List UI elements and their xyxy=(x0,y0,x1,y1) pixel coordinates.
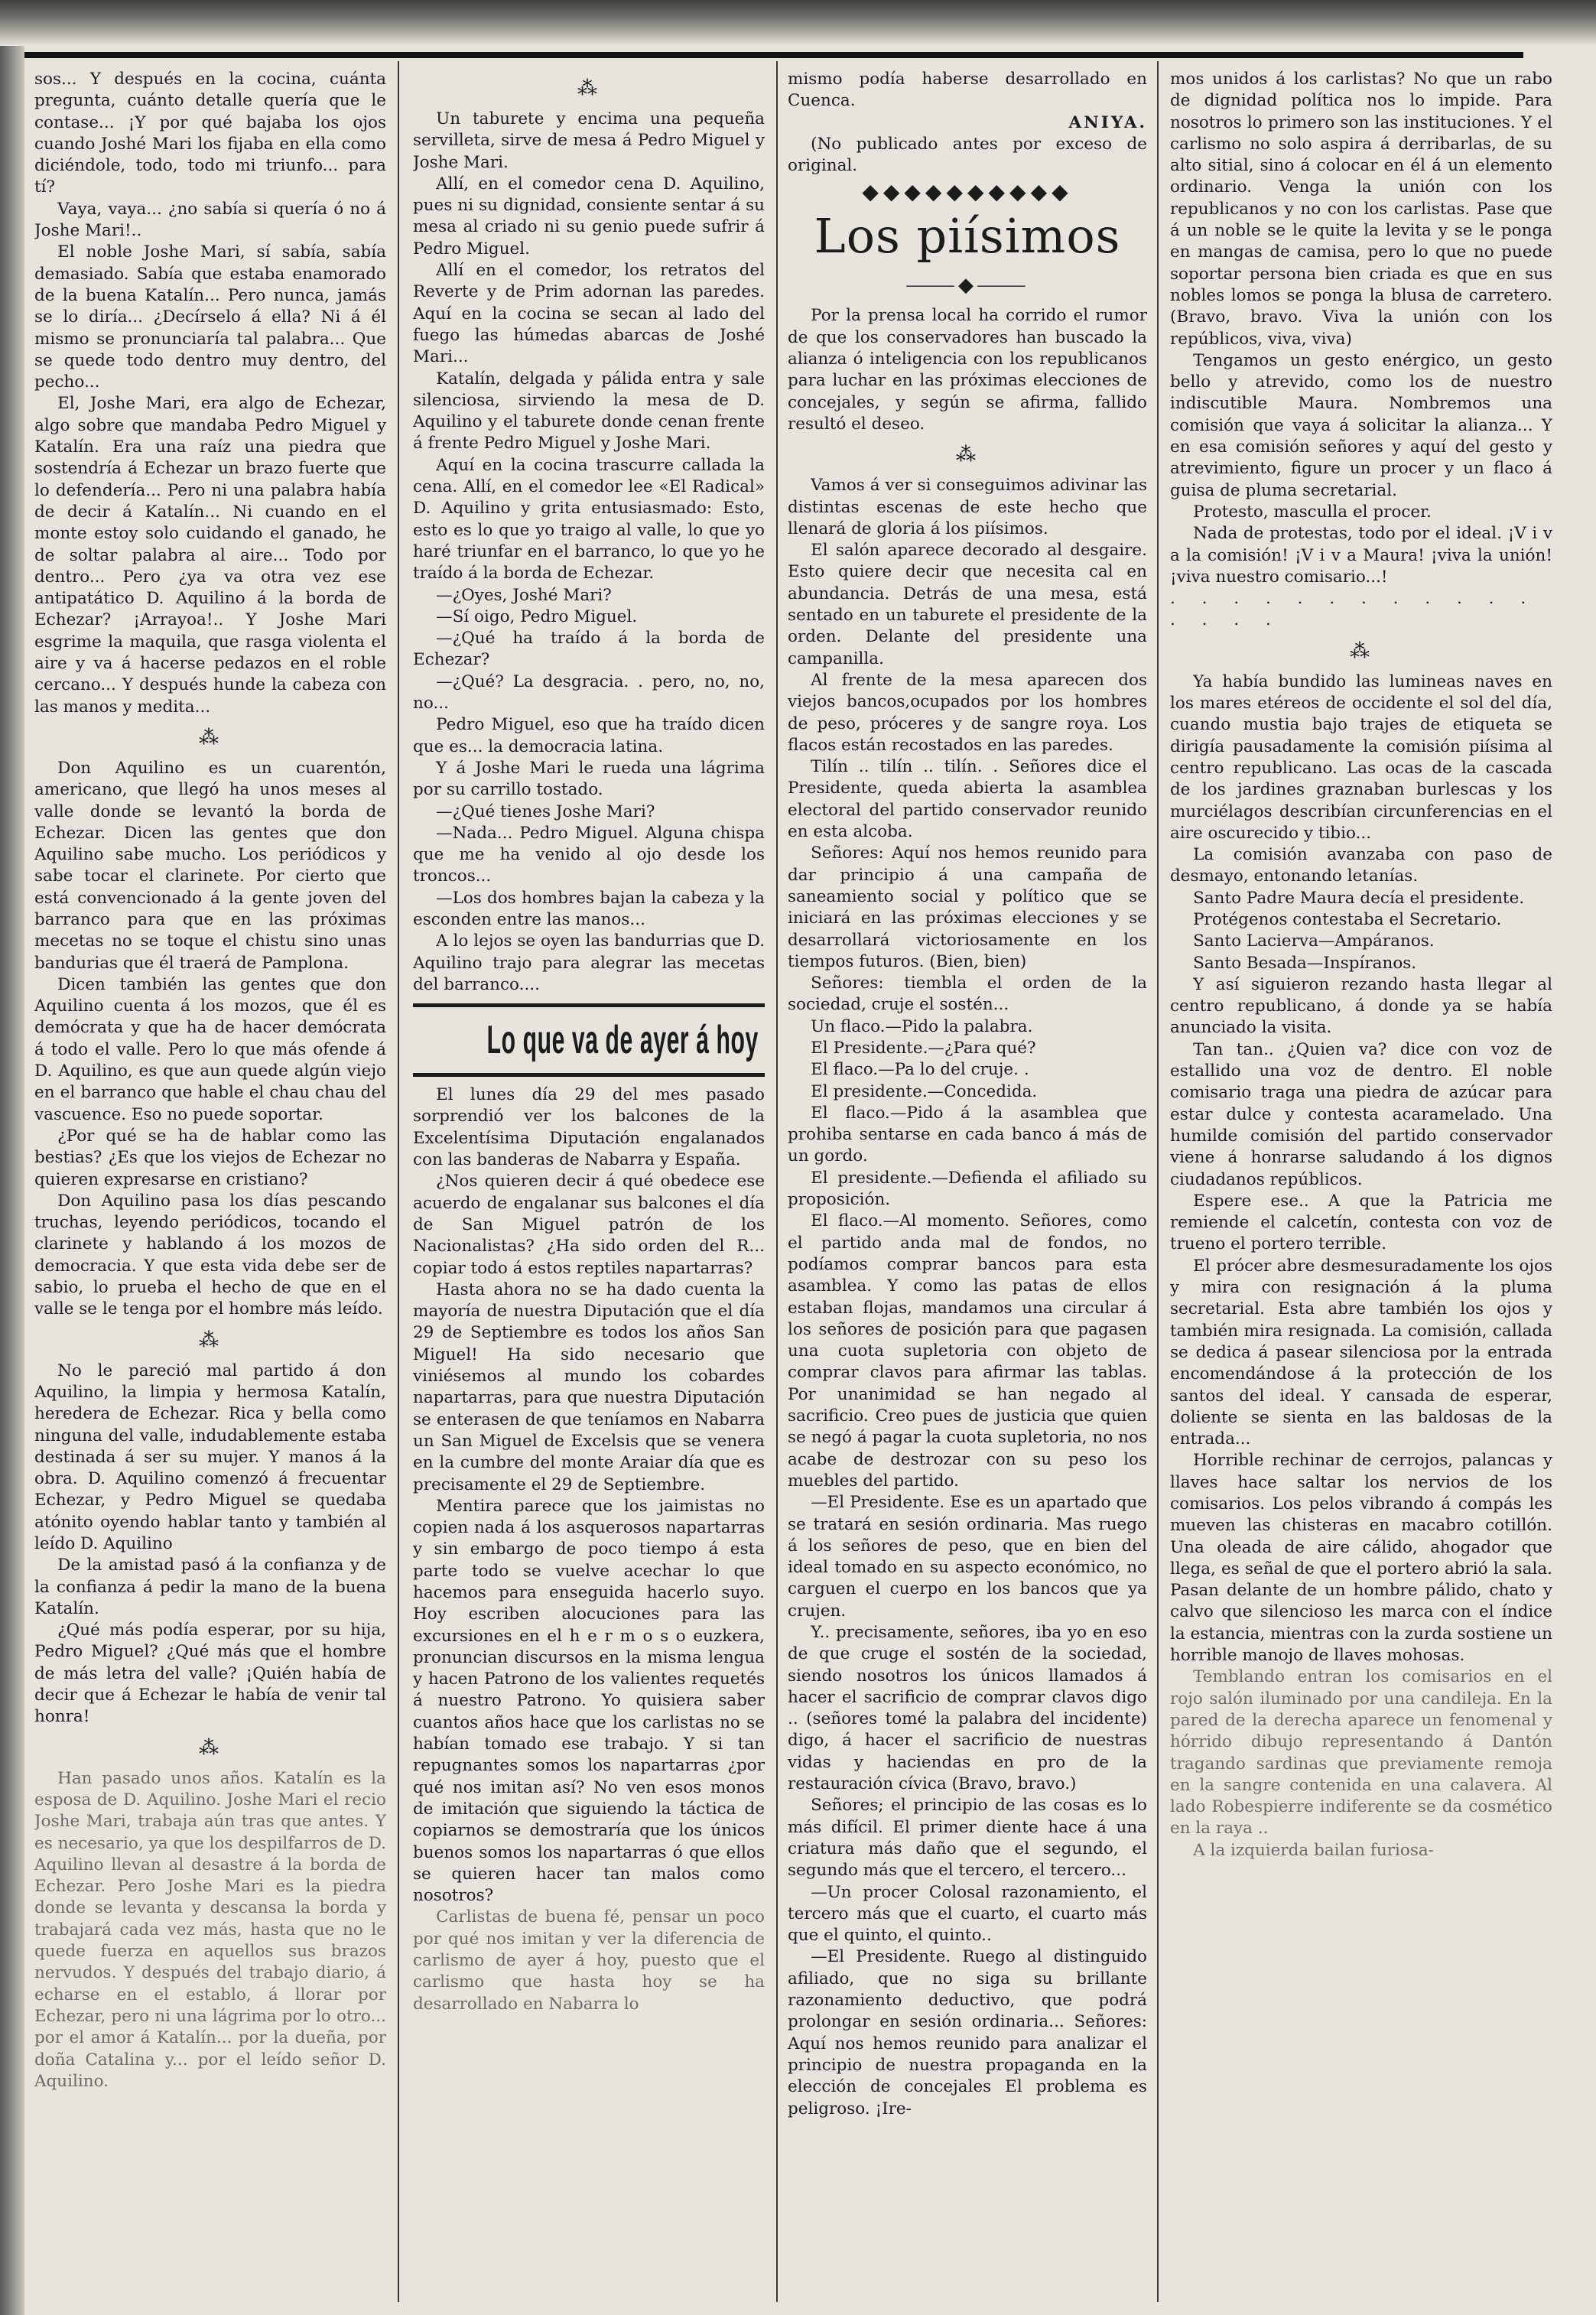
paragraph: —¿Qué? La desgracia. . pero, no, no, no... xyxy=(413,671,765,714)
paragraph: —Un procer Colosal razonamiento, el tercero más que el cuarto, el cuarto más que el quinto, el quinto.. xyxy=(788,1882,1147,1946)
paragraph: Tengamos un gesto enérgico, un gesto bello y atrevido, como los de nuestro indiscutible Maura. Nombremos una comisión que vaya á solicitar la alianza... Y en esa comisión señores y aquí del gesto y atrevimiento, figure un procer y un flaco á guisa de pluma secretarial. xyxy=(1170,350,1552,500)
paragraph: Han pasado unos años. Katalín es la esposa de D. Aquilino. Joshe Mari el recio Joshe Mari, trabaja aún tras que antes. Y es necesario, ya que los despilfarros de D. Aquilino llevan al desastre á la borda de Echezar. Pero Joshe Mari es la piedra donde se levanta y descansa la borda y trabajará cada vez más, hasta que no le quede fuerza en aquellos sus brazos nervudos. Y después del trabajo diario, á echarse en el establo, á llorar por Echezar, pero ni una lágrima por lo otro... por el amor á Katalín... por la dueña, por doña Catalina y... por el leído señor D. Aquilino. xyxy=(34,1768,386,2091)
paragraph: Un taburete y encima una pequeña servilleta, sirve de mesa á Pedro Miguel y Joshe Mari. xyxy=(413,109,765,172)
paragraph: —El Presidente. Ese es un apartado que se tratará en sesión ordinaria. Mas ruego á los señores de peso, que en bien del ideal tomado en su aspecto económico, no carguen el cuerpo en los bancos que ya crujen. xyxy=(788,1493,1147,1621)
paragraph: Nada de protestas, todo por el ideal. ¡V i v a la comisión! ¡V i v a Maura! ¡viva la unión! ¡viva nuestro comisario...! xyxy=(1170,524,1552,587)
paragraph: Katalín, delgada y pálida entra y sale silenciosa, sirviendo la mesa de D. Aquilino y el taburete donde cenan frente á frente Pedro Miguel y Joshe Mari. xyxy=(413,369,765,454)
heading-rule xyxy=(413,1003,765,1007)
paragraph: El presidente.—Defienda el afiliado su proposición. xyxy=(788,1168,1147,1210)
paragraph: Por la prensa local ha corrido el rumor de que los conservadores han buscado la alianza ó inteligencia con los republicanos para luchar en las próximas elecciones de concejales, y según se afirma, fallido resultó el deseo. xyxy=(788,306,1147,434)
paragraph: Mentira parece que los jaimistas no copien nada á los asquerosos napartarras y sin embargo de poco tiempo á esta parte todo se vuelve acechar lo que hacemos para enseguida hacerlo suyo. Hoy escriben alocuciones para las excursiones en el h e r m o s o euzkera, pronuncian discursos en la misma lengua y hacen Patrono de los valientes requetés á nuestro Patrono. Yo quisiera saber cuantos años hace que los carlistas no se habían tomado ese trabajo. Y si tan repugnantes somos los napartarras ¿por qué nos imitan así? No ven esos monos de imitación que siguiendo la táctica de copiarnos se demostraría que los únicos buenos somos los napartarras ó que ellos se quieren hacer tan malos como nosotros? xyxy=(413,1496,765,1906)
section-separator: ⁂ xyxy=(1350,639,1373,663)
paragraph: El flaco.—Pa lo del cruje. . xyxy=(811,1060,1029,1080)
paragraph: El presidente.—Concedida. xyxy=(811,1081,1038,1101)
paragraph: —Sí oigo, Pedro Miguel. xyxy=(436,606,638,626)
paragraph: ¿Qué más podía esperar, por su hija, Pedro Miguel? ¿Qué más que el hombre de más letra del valle? ¡Quién había de decir que á Echezar le había de venir tal honra! xyxy=(34,1621,386,1727)
page-top-shadow xyxy=(0,0,1596,46)
paragraph: Protégenos contestaba el Secretario. xyxy=(1193,909,1502,929)
paragraph: El salón aparece decorado al desgaire. Esto quiere decir que necesita cal en abundancia. Detrás de una mesa, está sentado en un taburete el presidente de la orden. Delante del presidente una campanilla. xyxy=(788,541,1147,668)
paragraph: Don Aquilino es un cuarentón, americano, que llegó ha unos meses al valle donde se levantó la borda de Echezar. Dicen las gentes que don Aquilino sabe mucho. Los periódicos y sabe tocar el clarinete. Por cierto que está convencionado á la gente joven del barranco para que en las próximas mecetas no se toque el chistu sino unas bandurias que él traerá de Pamplona. xyxy=(34,758,386,973)
column-rule xyxy=(776,61,778,2302)
paragraph: Y.. precisamente, señores, iba yo en eso de que cruge el sostén de la sociedad, siendo nosotros los únicos llamados á hacer el sacrificio de comprar clavos digo .. (señores tomé la palabra del incidente) digo, á hacer el sacrificio de nuestras vidas y haciendas en pro de la restauración cívica (Bravo, bravo.) xyxy=(788,1623,1147,1794)
paragraph: Tilín .. tilín .. tilín. . Señores dice el Presidente, queda abierta la asamblea electoral del partido conservador reunido en esta alcoba. xyxy=(788,757,1147,842)
paragraph: Carlistas de buena fé, pensar un poco por qué nos imitan y ver la diferencia de carlismo de ayer á hoy, puesto que el carlismo que hasta hoy se ha desarrollado en Nabarra lo xyxy=(413,1907,765,2014)
paragraph: Ya había bundido las lumineas naves en los mares etéreos de occidente el sol del día, cuando mustia bajo trajes de etiqueta se dirigía pausadamente la comisión piísima al centro republicano. Las ocas de la cascada de los jardines graznaban burlescas y los murciélagos describían circunferencias en el aire oscurecido y tibio... xyxy=(1170,671,1552,843)
paragraph: El Presidente.—¿Para qué? xyxy=(811,1038,1036,1058)
paragraph: Al frente de la mesa aparecen dos viejos bancos,ocupados por los hombres de peso, próceres y de sangre roya. Los flacos están recostados en las paredes. xyxy=(788,670,1147,755)
paragraph: No le pareció mal partido á don Aquilino, la limpia y hermosa Katalín, heredera de Echezar. Rica y bella como ninguna del valle, indudablemente estaba destinada á ser su mujer. Y manos á la obra. D. Aquilino comenzó á frecuentar Echezar, y Pedro Miguel se quedaba atónito oyendo hablar tanto y también al leído D. Aquilino xyxy=(34,1361,386,1553)
paragraph: Señores: tiembla el orden de la sociedad, cruje el sostén... xyxy=(788,974,1147,1015)
heading-rule xyxy=(413,1073,765,1077)
column-rule xyxy=(398,61,399,2302)
paragraph: El prócer abre desmesuradamente los ojos y mira con resignación á la pluma secretarial. Esta abre también los ojos y también mira resignada. La comisión, callada se dedica á pasear silenciosa por la entrada encomendándose á la protección de los santos del ideal. Y cansada de esperar, doliente se sienta en las baldosas de la entrada... xyxy=(1170,1256,1552,1449)
paragraph: Un flaco.—Pido la palabra. xyxy=(811,1016,1033,1036)
paragraph: ¿Nos quieren decir á qué obedece ese acuerdo de engalanar sus balcones el día de San Miguel patrón de los Nacionalistas? ¿Ha sido orden del R... copiar todo á estos reptiles napartarras? xyxy=(413,1172,765,1278)
paragraph: —Nada... Pedro Miguel. Alguna chispa que me ha venido al ojo desde los troncos... xyxy=(413,823,765,886)
paragraph: Aquí en la cocina trascurre callada la cena. Allí, en el comedor lee «El Radical» D. Aquilino y grita entusiasmado: Esto, esto es lo que yo traigo al valle, lo que yo haré triunfar en el barranco, lo que yo he traído á la borda de Echezar. xyxy=(413,455,765,584)
paragraph: mos unidos á los carlistas? No que un rabo de dignidad política nos lo impide. Para nosotros lo primero son las instituciones. Y el carlismo no solo aspira á derribarlas, de su alto sitial, sino á colocar en él á un elemento ordinario. Venga la unión con los republicanos y no con los carlistas. Pase que á un noble se le quite la levita y se le ponga en mangas de camisa, pero lo que no puede soportar persona bien criada es que en sus nobles lomos se ponga la blusa de carretero. (Bravo, bravo. Viva la unión con los repúblicos, viva, viva) xyxy=(1170,70,1552,349)
section-separator: ⁂ xyxy=(199,1736,222,1760)
paragraph: A lo lejos se oyen las bandurrias que D. Aquilino trajo para alegrar las mecetas del barranco.... xyxy=(413,932,765,994)
column-rule xyxy=(1157,61,1159,2302)
ornament-divider: ◆◆◆◆◆◆◆◆◆◆ xyxy=(862,179,1073,205)
column-2 xyxy=(413,69,765,2287)
paragraph: Y á Joshe Mari le rueda una lágrima por su carrillo tostado. xyxy=(413,758,765,800)
paragraph: sos... Y después en la cocina, cuánta pregunta, cuánto detalle quería que le contase... ¡Y por qué bajaba los ojos cuando Joshé Mari los fijaba en ella como diciéndole, todo, todo mi triunfo... para tí? xyxy=(34,70,386,197)
paragraph: Vamos á ver si conseguimos adivinar las distintas escenas de este hecho que llenará de gloria á los piísimos. xyxy=(788,476,1147,538)
column-3 xyxy=(788,69,1147,2287)
paragraph: ¿Por qué se ha de hablar como las bestias? ¿Es que los viejos de Echezar no quieren expresarse en cristiano? xyxy=(34,1126,386,1189)
paragraph: mismo podía haberse desarrollado en Cuenca. xyxy=(788,70,1147,111)
paragraph: Santo Lacierva—Ampáranos. xyxy=(1193,932,1435,951)
paragraph: Allí, en el comedor cena D. Aquilino, pues ni su dignidad, consiente sentar á su mesa al criado ni su genio puede sufrir á Pedro Miguel. xyxy=(413,174,765,258)
paragraph: El flaco.—Pido á la asamblea que prohiba sentarse en cada banco á más de un gordo. xyxy=(788,1103,1147,1166)
top-rule xyxy=(24,52,1523,58)
article-heading: Lo que va de ayer á hoy xyxy=(486,1018,759,1063)
page-edge-shadow xyxy=(0,0,24,2315)
paragraph: Allí en el comedor, los retratos del Reverte y de Prim adornan las paredes. Aquí en la cocina se secan al lado del fuego las húmedas abarcas de Joshé Mari... xyxy=(413,261,765,367)
paragraph: Protesto, masculla el procer. xyxy=(1193,502,1432,522)
paragraph: Santo Besada—Inspíranos. xyxy=(1193,953,1417,973)
section-separator: ⁂ xyxy=(577,77,600,100)
paragraph: —Los dos hombres bajan la cabeza y la esconden entre las manos... xyxy=(413,888,765,929)
paragraph: Santo Padre Maura decía el presidente. xyxy=(1193,888,1525,908)
paragraph: Horrible rechinar de cerrojos, palancas y llaves hace saltar los nervios de los comisarios. Los pelos vibrando á compás les mueven las chisteras en macabro cotillón. Una oleada de aire cálido, ahogador que llega, es señal de que el portero abrió la sala. Pasan delante de un hombre pálido, chato y calvo que silencioso les marca con el índice la estancia, mientras con la zurda sostiene un horrible manojo de llaves mohosas. xyxy=(1170,1451,1552,1666)
paragraph: Pedro Miguel, eso que ha traído dicen que es... la democracia latina. xyxy=(413,715,765,756)
paragraph: Don Aquilino pasa los días pescando truchas, leyendo periódicos, tocando el clarinete y hablando á los mozos de democracia. Y que esta vida debe ser de sabio, lo prueba el hecho de que en el valle se le tenga por el hombre más leído. xyxy=(34,1191,386,1319)
paragraph: Hasta ahora no se ha dado cuenta la mayoría de nuestra Diputación que el día 29 de Septiembre es todos los años San Miguel! Ha sido necesario que viniésemos al mundo los cobardes napartarras, para que nuestra Diputación se enterasen de que teníamos en Nabarra un San Miguel de Excelsis que se venera en la cumbre del monte Araiar día que es precisamente el 29 de Septiembre. xyxy=(413,1279,765,1494)
paragraph: El noble Joshe Mari, sí sabía, sabía demasiado. Sabía que estaba enamorado de la buena Katalín... Pero nunca, jamás se lo diría... ¿Decírselo á ella? Ni á él mismo se pronunciaría tal palabra... Que se quede todo dentro muy dentro, del pecho... xyxy=(34,242,386,392)
paragraph: De la amistad pasó á la confianza y de la confianza á pedir la mano de la buena Katalín. xyxy=(34,1556,386,1618)
paragraph: Dicen también las gentes que don Aquilino cuenta á los mozos, que él es demócrata y que ha de hacer demócrata á todo el valle. Pero lo que más ofende á D. Aquilino, es que aun quede algún viejo en el barranco que hable el chau chau del vascuence. Eso no puede soportar. xyxy=(34,974,386,1124)
paragraph: Espere ese.. A que la Patricia me remiende el calcetín, contesta con voz de trueno el portero terrible. xyxy=(1170,1191,1552,1254)
section-separator: ⁂ xyxy=(199,726,222,749)
paragraph: El flaco.—Al momento. Señores, como el partido anda mal de fondos, no podíamos comprar bancos para esta asamblea. Y como las patas de ellos estaban flojas, mandamos una circular á los señores de posición para que pagasen una cuota supletoria con objeto de comprar clavos para afirmar las tablas. Por unanimidad se han negado al sacrificio. Creo pues de justicia que quien se negó á pagar la cuota supletoria, no nos acabe de destrozar con su peso los muebles del partido. xyxy=(788,1211,1147,1491)
section-separator: ⁂ xyxy=(956,444,979,467)
heading-flourish: ⸻◆⸻ xyxy=(905,274,1029,298)
column-1 xyxy=(34,69,386,2287)
signature: ANIYA. xyxy=(1068,112,1147,132)
section-separator: ⁂ xyxy=(199,1328,222,1352)
paragraph: —¿Qué ha traído á la borda de Echezar? xyxy=(413,629,765,670)
paragraph: —¿Qué tienes Joshe Mari? xyxy=(436,801,655,821)
paragraph: Temblando entran los comisarios en el rojo salón iluminado por una candileja. En la pared de la derecha aparece un fenomenal y hórrido dibujo representando á Dantón tragando sardinas que previamente remoja en la sangre contenida en una calavera. Al lado Robespierre indiferente se da cosmético en la raya .. xyxy=(1170,1667,1552,1839)
paragraph: La comisión avanzaba con paso de desmayo, entonando letanías. xyxy=(1170,845,1552,886)
paragraph: —El Presidente. Ruego al distinguido afiliado, que no siga su brillante razonamiento deductivo, que podrá prolongar en sesión ordinaria... Señores: Aquí nos hemos reunido para analizar el principio de nuestra propaganda en la elección de concejales El problema es peligroso. ¡Ire- xyxy=(788,1947,1147,2118)
paragraph: A la izquierda bailan furiosa- xyxy=(1193,1840,1434,1860)
paragraph: —¿Oyes, Joshé Mari? xyxy=(436,585,612,605)
paragraph: Señores; el principio de las cosas es lo más difícil. El primer diente hace á una criatura más daño que el segundo, el segundo más que el tercero, el tercero... xyxy=(788,1796,1147,1881)
dotted-separator: . . . . . . . . . . . . . . . . xyxy=(1170,589,1537,630)
paragraph: Vaya, vaya... ¿no sabía si quería ó no á Joshe Mari!.. xyxy=(34,199,386,241)
paragraph: El, Joshe Mari, era algo de Echezar, algo sobre que mandaba Pedro Miguel y Katalín. Era una raíz una piedra que sostendría á Echezar un brazo fuerte que lo defendería... Pero ni una palabra había de decir á Katalín... Ni cuando en el monte estoy solo cuidando el ganado, he de soltar palabra al aire... Todo por dentro... Pero ¿ya va otra vez ese antipatático D. Aquilino á la borda de Echezar? ¡Arrayoa!.. Y Joshe Mari esgrime la maquila, que rasga violenta el aire y va á hacerse pedazos en el roble cercano... Y después hunde la cabeza con las manos y medita... xyxy=(34,394,386,717)
paragraph: Tan tan.. ¿Quien va? dice con voz de estallido una voz de dentro. El noble comisario traga una piedra de azúcar para estar dulce y contesta acaramelado. Una humilde comisión del partido conservador viene á honrarse saludando á los dignos ciudadanos repúblicos. xyxy=(1170,1039,1552,1189)
article-heading: Los piísimos xyxy=(814,208,1121,265)
editorial-note: (No publicado antes por exceso de original. xyxy=(788,134,1147,176)
column-4 xyxy=(1170,69,1552,2287)
paragraph: Y así siguieron rezando hasta llegar al centro republicano, á donde ya se había anunciado la visita. xyxy=(1170,974,1552,1038)
paragraph: Señores: Aquí nos hemos reunido para dar principio á una campaña de saneamiento social y político que se iniciará en las próximas elecciones y se desarrollará victoriosamente en los tiempos futuros. (Bien, bien) xyxy=(788,844,1147,971)
paragraph: El lunes día 29 del mes pasado sorprendió ver los balcones de la Excelentísima Diputación engalanados con las banderas de Nabarra y España. xyxy=(413,1085,765,1170)
